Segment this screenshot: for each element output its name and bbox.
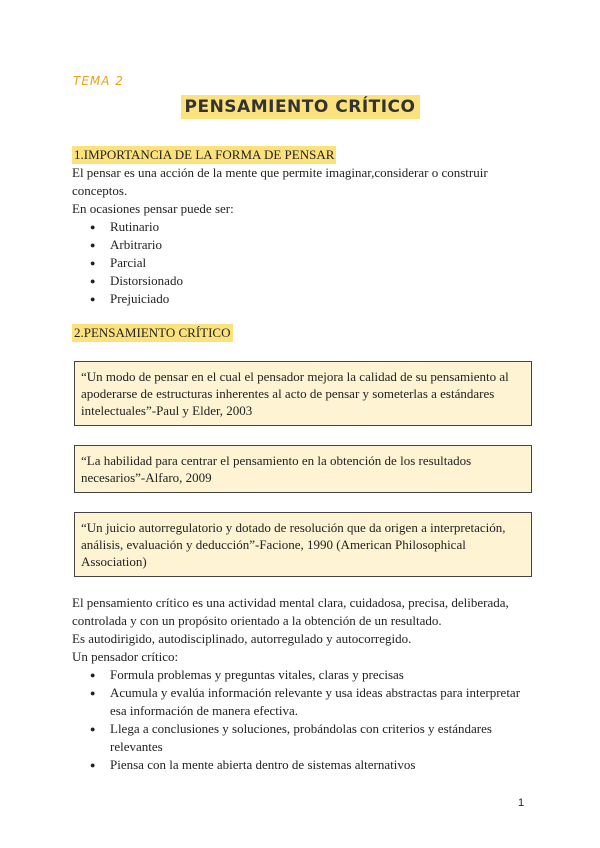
section2-paragraph1: El pensamiento crítico es una actividad mental clara, cuidadosa, precisa, deliberada, controlada y con un propósito orientado a la obtención de un resultado. xyxy=(72,595,509,628)
list-item: ● Llega a conclusiones y soluciones, probándolas con criterios y estándares relevantes xyxy=(108,720,532,756)
list-item: ● Rutinario xyxy=(108,218,532,236)
section1-paragraph: El pensar es una acción de la mente que permite imaginar,considerar o construir conceptos. xyxy=(72,165,488,198)
list-item: ● Piensa con la mente abierta dentro de sistemas alternativos xyxy=(108,756,532,774)
spacer xyxy=(72,577,532,594)
spacer xyxy=(72,493,532,512)
list-item: ● Formula problemas y preguntas vitales, claras y precisas xyxy=(108,666,532,684)
section1-heading: 1.IMPORTANCIA DE LA FORMA DE PENSAR xyxy=(74,147,335,162)
topic-label: TEMA 2 xyxy=(73,74,124,88)
quote-box: “Un modo de pensar en el cual el pensador mejora la calidad de su pensamiento al apoderarse de estructuras inherentes al acto de pensar y someterlas a estándares intelectuales”-Paul y Elder, 2003 xyxy=(74,361,532,426)
section1-list xyxy=(72,218,532,308)
list-item: ● Distorsionado xyxy=(108,272,532,290)
section2-paragraph2: Es autodirigido, autodisciplinado, autorregulado y autocorregido. xyxy=(72,631,412,646)
spacer xyxy=(72,308,532,324)
section2-heading: 2.PENSAMIENTO CRÍTICO xyxy=(74,325,231,340)
quote-box: “La habilidad para centrar el pensamiento en la obtención de los resultados necesarios”-Alfaro, 2009 xyxy=(74,445,532,493)
section2-list xyxy=(72,666,532,774)
spacer xyxy=(72,342,532,361)
list-item: ● Parcial xyxy=(108,254,532,272)
section2-intro: Un pensador crítico: xyxy=(72,649,179,664)
document-body xyxy=(72,146,532,774)
section1-intro: En ocasiones pensar puede ser: xyxy=(72,201,234,216)
list-item: ● Prejuiciado xyxy=(108,290,532,308)
list-item: ● Arbitrario xyxy=(108,236,532,254)
page-title: PENSAMIENTO CRÍTICO xyxy=(181,95,420,119)
spacer xyxy=(72,426,532,445)
list-item: ● Acumula y evalúa información relevante y usa ideas abstractas para interpretar esa información de manera efectiva. xyxy=(108,684,532,720)
quote-box: “Un juicio autorregulatorio y dotado de resolución que da origen a interpretación, análisis, evaluación y deducción”-Facione, 1990 (American Philosophical Association) xyxy=(74,512,532,577)
page-number: 1 xyxy=(518,797,525,809)
title-wrapper xyxy=(0,95,600,119)
